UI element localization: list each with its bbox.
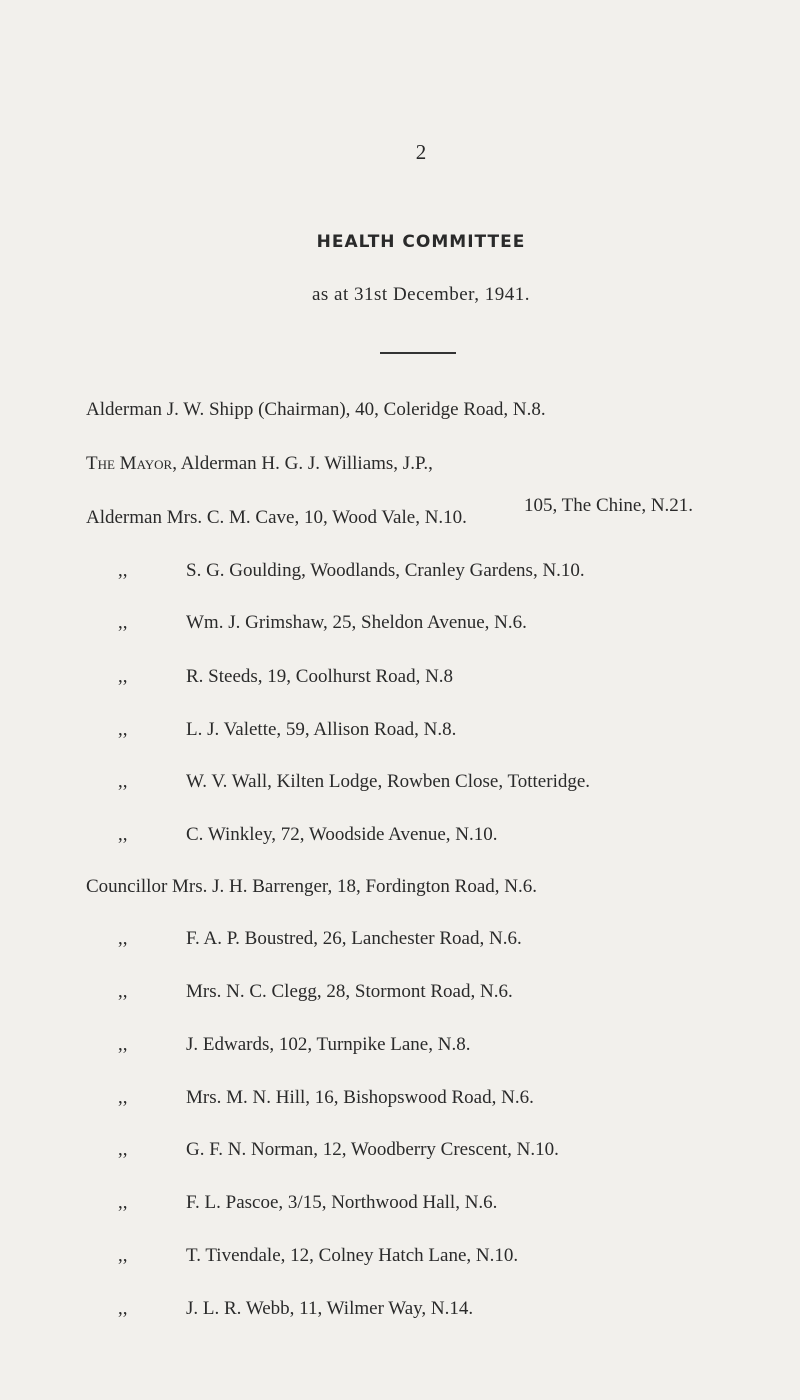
list-item (118, 719, 456, 741)
ditto-mark: ,, (118, 1192, 128, 1213)
member-entry: Mrs. M. N. Hill, 16, Bishopswood Road, N.6. (186, 1087, 534, 1108)
list-item (86, 507, 467, 529)
member-entry: Alderman H. G. J. Williams, J.P., (180, 453, 433, 474)
list-item (118, 666, 453, 688)
ditto-mark: ,, (118, 824, 128, 845)
ditto-mark: ,, (118, 771, 128, 792)
list-item (86, 399, 546, 421)
member-entry: S. G. Goulding, Woodlands, Cranley Gardens, N.10. (186, 560, 585, 581)
list-item (118, 928, 522, 950)
member-entry: G. F. N. Norman, 12, Woodberry Crescent, N.10. (186, 1139, 559, 1160)
member-entry: F. A. P. Boustred, 26, Lanchester Road, N.6. (186, 928, 522, 949)
ditto-mark: ,, (118, 1087, 128, 1108)
member-entry: Mrs. J. H. Barrenger, 18, Fordington Road, N.6. (172, 876, 537, 897)
page-subtitle: as at 31st December, 1941. (311, 284, 530, 305)
list-item (524, 495, 693, 517)
list-item (118, 560, 585, 582)
ditto-mark: ,, (118, 1034, 128, 1055)
member-prefix: The Mayor, (86, 453, 177, 474)
list-item (118, 1192, 497, 1214)
ditto-mark: ,, (118, 612, 128, 633)
list-item (118, 1298, 473, 1320)
list-item (118, 771, 590, 793)
member-prefix: Councillor (86, 876, 168, 897)
ditto-mark: ,, (118, 719, 128, 740)
ditto-mark: ,, (118, 1298, 128, 1319)
member-entry: C. Winkley, 72, Woodside Avenue, N.10. (186, 824, 498, 845)
member-prefix: Alderman (86, 399, 162, 420)
list-item (86, 876, 537, 898)
member-entry: J. L. R. Webb, 11, Wilmer Way, N.14. (186, 1298, 474, 1319)
member-entry: J. W. Shipp (Chairman), 40, Coleridge Road, N.8. (166, 399, 546, 420)
member-entry: Wm. J. Grimshaw, 25, Sheldon Avenue, N.6. (186, 612, 527, 633)
list-item (118, 824, 498, 846)
list-item (118, 981, 513, 1003)
list-item (118, 1139, 559, 1161)
member-entry: R. Steeds, 19, Coolhurst Road, N.8 (186, 666, 454, 687)
list-item (118, 1245, 518, 1267)
list-item (118, 1034, 470, 1056)
member-entry: Mrs. C. M. Cave, 10, Wood Vale, N.10. (166, 507, 467, 528)
member-entry: F. L. Pascoe, 3/15, Northwood Hall, N.6. (186, 1192, 498, 1213)
ditto-mark: ,, (118, 1139, 128, 1160)
ditto-mark: ,, (118, 1245, 128, 1266)
ditto-mark: ,, (118, 560, 128, 581)
ditto-mark: ,, (118, 928, 128, 949)
member-prefix: Alderman (86, 507, 162, 528)
page-title: HEALTH COMMITTEE (316, 232, 526, 252)
member-entry: W. V. Wall, Kilten Lodge, Rowben Close, Totteridge. (186, 771, 591, 792)
ditto-mark: ,, (118, 666, 128, 687)
list-item (118, 1087, 534, 1109)
member-entry: J. Edwards, 102, Turnpike Lane, N.8. (186, 1034, 471, 1055)
list-item (86, 453, 433, 475)
list-item (118, 612, 527, 634)
member-entry: 105, The Chine, N.21. (524, 495, 694, 516)
page-number: 2 (415, 140, 427, 164)
ditto-mark: ,, (118, 981, 128, 1002)
member-entry: Mrs. N. C. Clegg, 28, Stormont Road, N.6. (186, 981, 513, 1002)
member-entry: L. J. Valette, 59, Allison Road, N.8. (186, 719, 457, 740)
member-entry: T. Tivendale, 12, Colney Hatch Lane, N.10. (186, 1245, 519, 1266)
